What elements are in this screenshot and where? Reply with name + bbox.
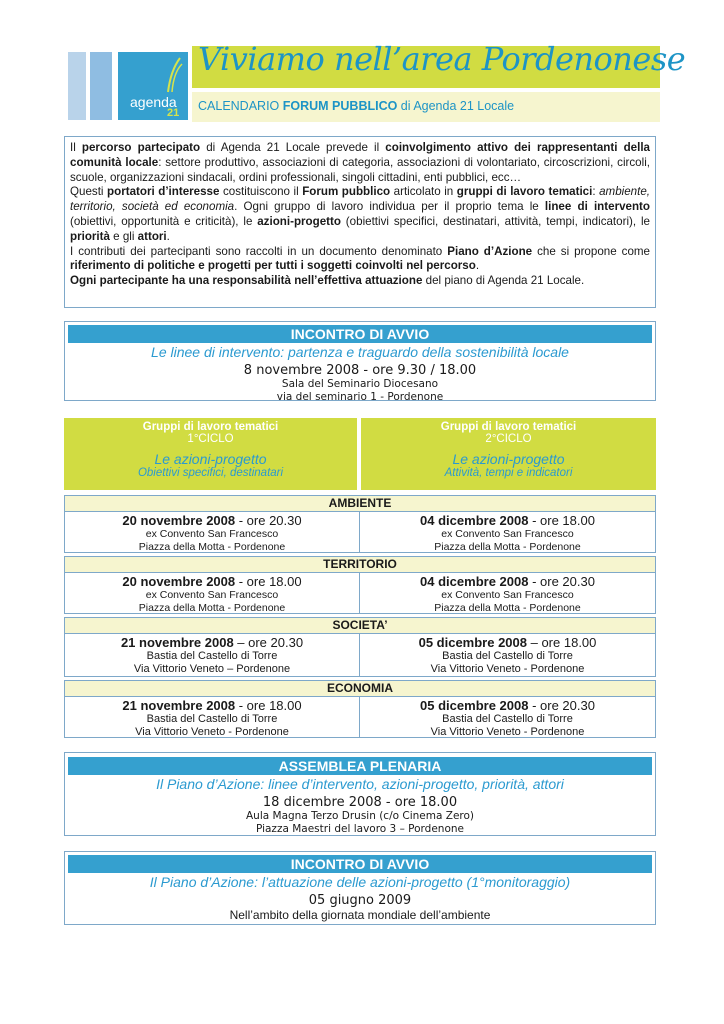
logo-number: 21 bbox=[167, 107, 180, 119]
ambiente-cycle-1: 20 novembre 2008 - ore 20.30 ex Convento San Francesco Piazza della Motta - Pordenone bbox=[64, 511, 360, 553]
assemblea-place-2: Piazza Maestri del lavoro 3 – Pordenone bbox=[255, 822, 465, 835]
assemblea-place-1: Aula Magna Terzo Drusin (c/o Cinema Zero) bbox=[245, 810, 475, 822]
societa-cycle-1: 21 novembre 2008 – ore 20.30 Bastia del Castello di Torre Via Vittorio Veneto – Pordenone bbox=[64, 633, 360, 677]
theme-economia: ECONOMIA bbox=[64, 680, 656, 697]
intro-paragraph-3: I contributi dei partecipanti sono raccolti in un documento denominato Piano d’Azione che si propone come riferimento di politiche e progetti per tutti i soggetti coinvolti nel percorso. bbox=[70, 244, 651, 273]
group-2-subtitle: Le azioni-progetto bbox=[452, 451, 565, 467]
group-1-description: Obiettivi specifici, destinatari bbox=[137, 467, 284, 479]
agenda21-logo bbox=[68, 52, 188, 120]
territorio-cycle-1: 20 novembre 2008 - ore 18.00 ex Convento San Francesco Piazza della Motta - Pordenone bbox=[64, 572, 360, 614]
incontro-avvio-place-2: via del seminario 1 - Pordenone bbox=[276, 390, 444, 403]
logo-text: agenda bbox=[130, 94, 177, 110]
economia-cycle-2: 05 dicembre 2008 - ore 20.30 Bastia del Castello di Torre Via Vittorio Veneto - Pordenone bbox=[359, 696, 656, 738]
incontro-avvio-date: 8 novembre 2008 - ore 9.30 / 18.00 bbox=[243, 363, 477, 378]
theme-ambiente: AMBIENTE bbox=[64, 495, 656, 512]
group-1-subtitle: Le azioni-progetto bbox=[154, 451, 267, 467]
group-header-cycle-1 bbox=[64, 418, 357, 490]
group-header-cycle-2 bbox=[361, 418, 656, 490]
assemblea-plenaria-box bbox=[64, 752, 656, 836]
incontro-monitoraggio-date: 05 giugno 2009 bbox=[308, 893, 412, 908]
assemblea-heading: ASSEMBLEA PLENARIA bbox=[68, 757, 652, 775]
incontro-avvio-subtitle: Le linee di intervento: partenza e traguardo della sostenibilità locale bbox=[151, 344, 569, 360]
group-1-cycle: 1°CICLO bbox=[187, 433, 234, 445]
assemblea-date: 18 dicembre 2008 - ore 18.00 bbox=[262, 795, 458, 810]
incontro-monitoraggio-subtitle: Il Piano d’Azione: l’attuazione delle azioni-progetto (1°monitoraggio) bbox=[149, 874, 571, 890]
group-2-description: Attività, tempi e indicatori bbox=[444, 467, 573, 479]
logo-bar-medium bbox=[90, 52, 112, 120]
incontro-monitoraggio-note: Nell’ambito della giornata mondiale dell’ambiente bbox=[229, 908, 491, 922]
ambiente-cycle-2: 04 dicembre 2008 - ore 18.00 ex Convento San Francesco Piazza della Motta - Pordenone bbox=[359, 511, 656, 553]
group-2-title: Gruppi di lavoro tematici bbox=[440, 421, 577, 433]
incontro-avvio-place-1: Sala del Seminario Diocesano bbox=[281, 378, 439, 390]
theme-societa: SOCIETA’ bbox=[64, 617, 656, 634]
economia-cycle-1: 21 novembre 2008 - ore 18.00 Bastia del Castello di Torre Via Vittorio Veneto - Pordenone bbox=[64, 696, 360, 738]
incontro-monitoraggio-heading: INCONTRO DI AVVIO bbox=[68, 855, 652, 873]
incontro-avvio-box bbox=[64, 321, 656, 401]
leaf-icon bbox=[164, 56, 184, 94]
societa-cycle-2: 05 dicembre 2008 – ore 18.00 Bastia del Castello di Torre Via Vittorio Veneto - Pordenone bbox=[359, 633, 656, 677]
intro-box bbox=[64, 136, 656, 308]
assemblea-subtitle: Il Piano d’Azione: linee d’intervento, azioni-progetto, priorità, attori bbox=[156, 776, 564, 792]
page-title: Viviamo nell’area Pordenonese bbox=[198, 40, 686, 78]
intro-paragraph-2: Questi portatori d’interesse costituiscono il Forum pubblico articolato in gruppi di lavoro tematici: ambiente, territorio, società ed economia. Ogni gruppo di lavoro individua per il proprio tema le linee di intervento (obiettivi, opportunità e criticità), le azioni-progetto (obiettivi specifici, destinatari, attività, tempi, indicatori), le priorità e gli attori. bbox=[70, 185, 651, 243]
intro-paragraph-1: Il percorso partecipato di Agenda 21 Locale prevede il coinvolgimento attivo dei rappresentanti della comunità locale: settore produttivo, associazioni di categoria, associazioni di volontariato, circoscrizioni, circoli, scuole, organizzazioni sindacali, ordini professionali, singoli cittadini, enti pubblici, ecc… bbox=[70, 141, 650, 184]
territorio-cycle-2: 04 dicembre 2008 - ore 20.30 ex Convento San Francesco Piazza della Motta - Pordenone bbox=[359, 572, 656, 614]
logo-bar-light bbox=[68, 52, 86, 120]
page-subtitle: CALENDARIO FORUM PUBBLICO di Agenda 21 Locale bbox=[198, 99, 515, 113]
group-2-cycle: 2°CICLO bbox=[485, 433, 532, 445]
group-1-title: Gruppi di lavoro tematici bbox=[142, 421, 279, 433]
theme-territorio: TERRITORIO bbox=[64, 556, 656, 573]
incontro-avvio-heading: INCONTRO DI AVVIO bbox=[68, 325, 652, 343]
intro-paragraph-4: Ogni partecipante ha una responsabilità nell’effettiva attuazione del piano di Agenda 21 Locale. bbox=[70, 274, 585, 288]
incontro-monitoraggio-box bbox=[64, 851, 656, 925]
